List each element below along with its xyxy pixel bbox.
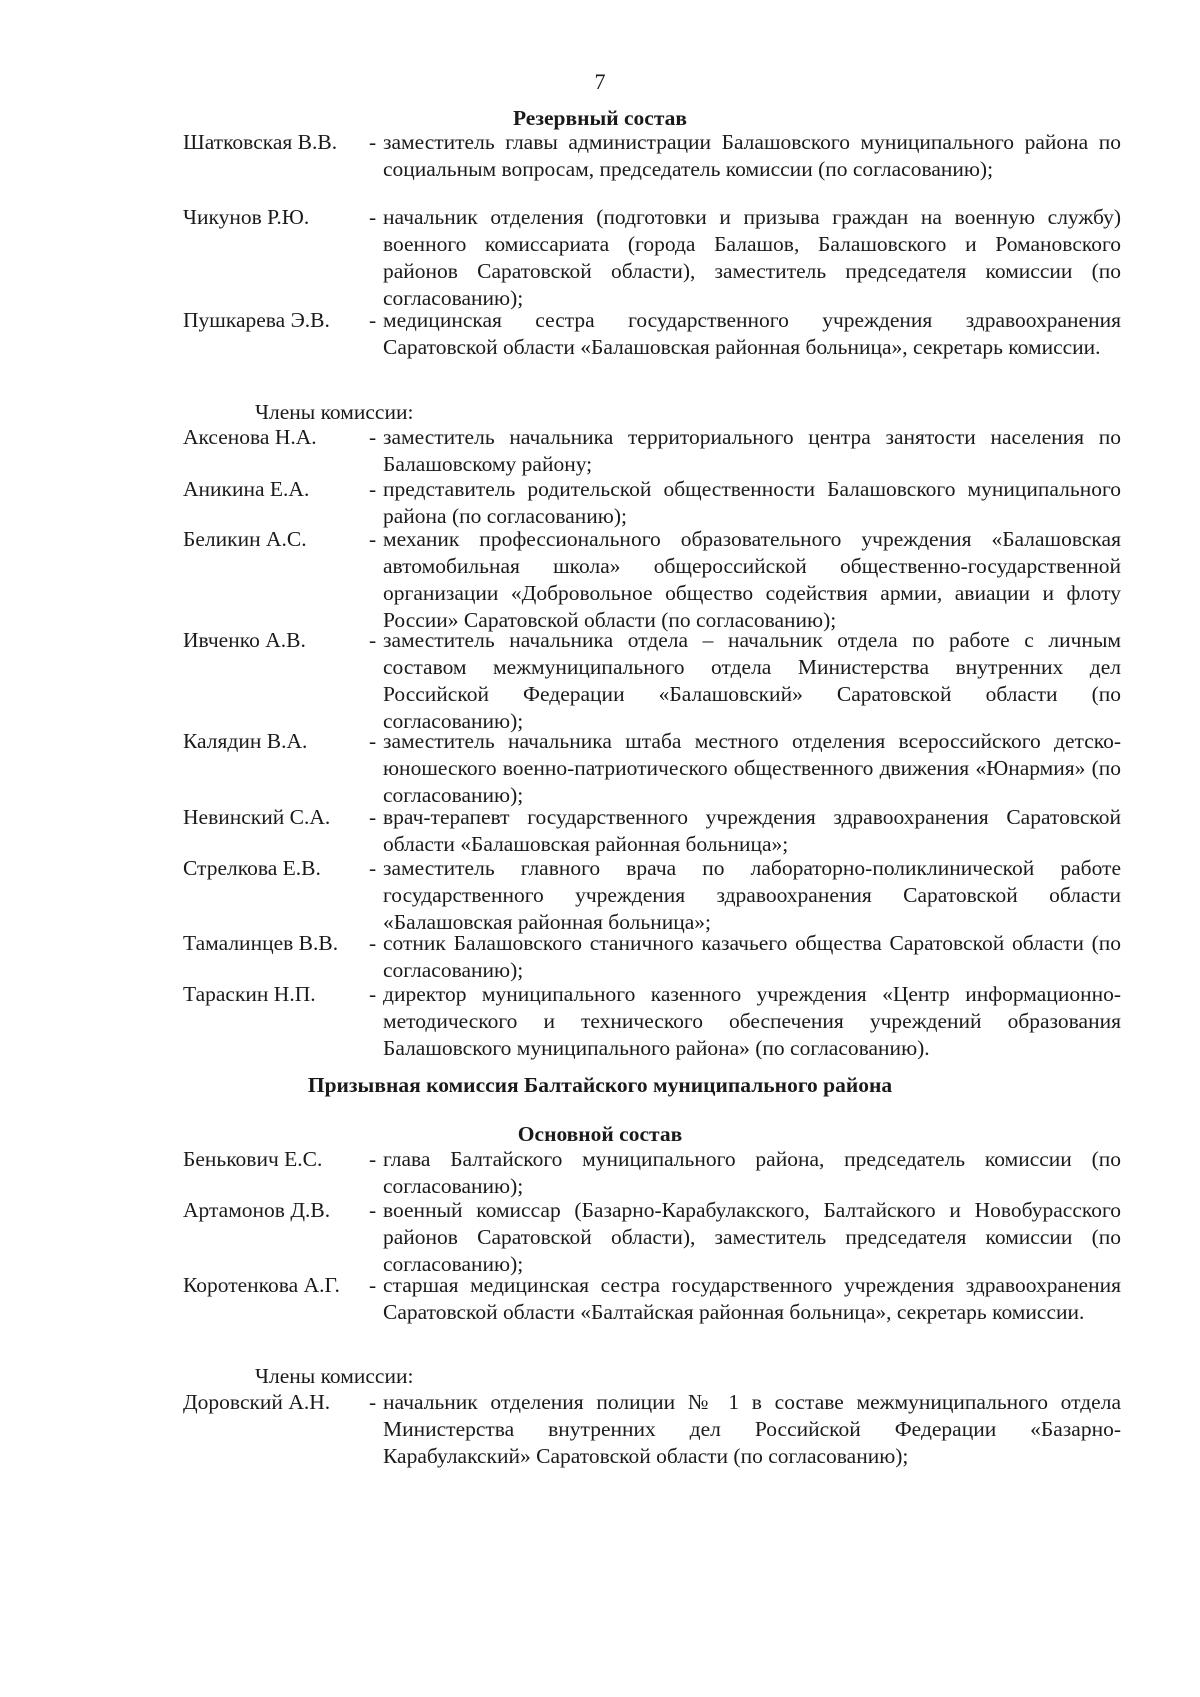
member-entry: Тараскин Н.П. - директор муниципального казенного учреждения «Центр информационно-методического и технического обеспечения учреждений образования Балашовского муниципального района» (по согласованию). xyxy=(183,982,1121,1060)
member-entry: Стрелкова Е.В. - заместитель главного врача по лабораторно-поликлинической работе государственного учреждения здравоохранения Саратовской области «Балашовская районная больница»; xyxy=(183,856,1121,934)
reserve-heading: Резервный состав xyxy=(512,106,688,130)
entry-description: заместитель начальника отдела – начальник отдела по работе с личным составом межмуниципального отдела Министерства внутренних дел Российской Федерации «Балашовский» Саратовской области (по согласованию); xyxy=(383,628,1121,733)
entry-name: Аксенова Н.А. xyxy=(183,425,317,449)
entry-name: Невинский С.А. xyxy=(183,805,331,829)
reserve-entry: Чикунов Р.Ю. - начальник отделения (подготовки и призыва граждан на военную службу) военного комиссариата (города Балашов, Балашовского и Романовского районов Саратовской области), заместитель председателя комиссии (по согласованию); xyxy=(183,205,1121,310)
member-entry: Аникина Е.А. - представитель родительской общественности Балашовского муниципального района (по согласованию); xyxy=(183,477,1121,528)
main-composition-heading: Основной состав xyxy=(517,1122,683,1146)
commission-title: Призывная комиссия Балтайского муниципального района xyxy=(307,1073,893,1097)
entry-name: Тараскин Н.П. xyxy=(183,982,316,1006)
member-entry: Аксенова Н.А. - заместитель начальника территориального центра занятости населения по Балашовскому району; xyxy=(183,425,1121,476)
entry-description: начальник отделения полиции № 1 в составе межмуниципального отдела Министерства внутренних дел Российской Федерации «Базарно-Карабулакский» Саратовской области (по согласованию); xyxy=(383,1390,1121,1468)
entry-name: Тамалинцев В.В. xyxy=(183,931,339,955)
members-label: Члены комиссии: xyxy=(255,1364,414,1388)
entry-name: Беликин А.С. xyxy=(183,527,307,551)
entry-name: Артамонов Д.В. xyxy=(183,1198,331,1222)
entry-description: механик профессионального образовательного учреждения «Балашовская автомобильная школа» общероссийской общественно-государственной организации «Добровольное общество содействия армии, авиации и флоту России» Саратовской области (по согласованию); xyxy=(383,527,1121,632)
entry-description: начальник отделения (подготовки и призыва граждан на военную службу) военного комиссариата (города Балашов, Балашовского и Романовского районов Саратовской области), заместитель председателя комиссии (по согласованию); xyxy=(383,205,1121,310)
member-entry: Невинский С.А. - врач-терапевт государственного учреждения здравоохранения Саратовской области «Балашовская районная больница»; xyxy=(183,805,1121,856)
entry-name: Коротенкова А.Г. xyxy=(183,1273,340,1297)
entry-description: глава Балтайского муниципального района, председатель комиссии (по согласованию); xyxy=(383,1147,1121,1198)
page-number: 7 xyxy=(594,69,606,94)
member-entry: Калядин В.А. - заместитель начальника штаба местного отделения всероссийского детско-юношеского военно-патриотического общественного движения «Юнармия» (по согласованию); xyxy=(183,729,1121,807)
entry-name: Доровский А.Н. xyxy=(183,1390,331,1414)
entry-description: медицинская сестра государственного учреждения здравоохранения Саратовской области «Балашовская районная больница», секретарь комиссии. xyxy=(383,308,1121,359)
member-entry: Беликин А.С. - механик профессионального образовательного учреждения «Балашовская автомобильная школа» общероссийской общественно-государственной организации «Добровольное общество содействия армии, авиации и флоту России» Саратовской области (по согласованию); xyxy=(183,527,1121,632)
entry-name: Бенькович Е.С. xyxy=(183,1147,323,1171)
entry-description: заместитель главного врача по лабораторно-поликлинической работе государственного учреждения здравоохранения Саратовской области «Балашовская районная больница»; xyxy=(383,856,1121,934)
entry-description: старшая медицинская сестра государственного учреждения здравоохранения Саратовской области «Балтайская районная больница», секретарь комиссии. xyxy=(383,1273,1121,1324)
entry-description: врач-терапевт государственного учреждения здравоохранения Саратовской области «Балашовская районная больница»; xyxy=(383,805,1121,856)
entry-description: заместитель главы администрации Балашовского муниципального района по социальным вопросам, председатель комиссии (по согласованию); xyxy=(383,130,1121,181)
entry-description: директор муниципального казенного учреждения «Центр информационно-методического и технического обеспечения учреждений образования Балашовского муниципального района» (по согласованию). xyxy=(383,982,1121,1060)
entry-description: сотник Балашовского станичного казачьего общества Саратовской области (по согласованию); xyxy=(383,931,1121,982)
reserve-entry: Шатковская В.В. - заместитель главы администрации Балашовского муниципального района по социальным вопросам, председатель комиссии (по согласованию); xyxy=(183,130,1121,181)
members-label: Члены комиссии: xyxy=(255,400,414,424)
entry-name: Пушкарева Э.В. xyxy=(183,308,330,332)
entry-name: Аникина Е.А. xyxy=(183,477,310,501)
main-entry: Бенькович Е.С. - глава Балтайского муниципального района, председатель комиссии (по согласованию); xyxy=(183,1147,1121,1198)
entry-name: Ивченко А.В. xyxy=(183,628,306,652)
entry-name: Шатковская В.В. xyxy=(183,130,338,154)
member-entry: Доровский А.Н. - начальник отделения полиции № 1 в составе межмуниципального отдела Министерства внутренних дел Российской Федерации «Базарно-Карабулакский» Саратовской области (по согласованию); xyxy=(183,1390,1121,1468)
reserve-entry: Пушкарева Э.В. - медицинская сестра государственного учреждения здравоохранения Саратовской области «Балашовская районная больница», секретарь комиссии. xyxy=(183,308,1121,359)
entry-name: Стрелкова Е.В. xyxy=(183,856,321,880)
entry-name: Калядин В.А. xyxy=(183,729,308,753)
entry-description: заместитель начальника штаба местного отделения всероссийского детско-юношеского военно-патриотического общественного движения «Юнармия» (по согласованию); xyxy=(383,729,1121,807)
entry-description: представитель родительской общественности Балашовского муниципального района (по согласованию); xyxy=(383,477,1121,528)
member-entry: Ивченко А.В. - заместитель начальника отдела – начальник отдела по работе с личным составом межмуниципального отдела Министерства внутренних дел Российской Федерации «Балашовский» Саратовской области (по согласованию); xyxy=(183,628,1121,733)
entry-description: военный комиссар (Базарно-Карабулакского, Балтайского и Новобурасского районов Саратовской области), заместитель председателя комиссии (по согласованию); xyxy=(383,1198,1121,1276)
entry-description: заместитель начальника территориального центра занятости населения по Балашовскому району; xyxy=(383,425,1121,476)
entry-name: Чикунов Р.Ю. xyxy=(183,205,310,229)
main-entry: Артамонов Д.В. - военный комиссар (Базарно-Карабулакского, Балтайского и Новобурасского районов Саратовской области), заместитель председателя комиссии (по согласованию); xyxy=(183,1198,1121,1276)
member-entry: Тамалинцев В.В. - сотник Балашовского станичного казачьего общества Саратовской области (по согласованию); xyxy=(183,931,1121,982)
main-entry: Коротенкова А.Г. - старшая медицинская сестра государственного учреждения здравоохранения Саратовской области «Балтайская районная больница», секретарь комиссии. xyxy=(183,1273,1121,1324)
